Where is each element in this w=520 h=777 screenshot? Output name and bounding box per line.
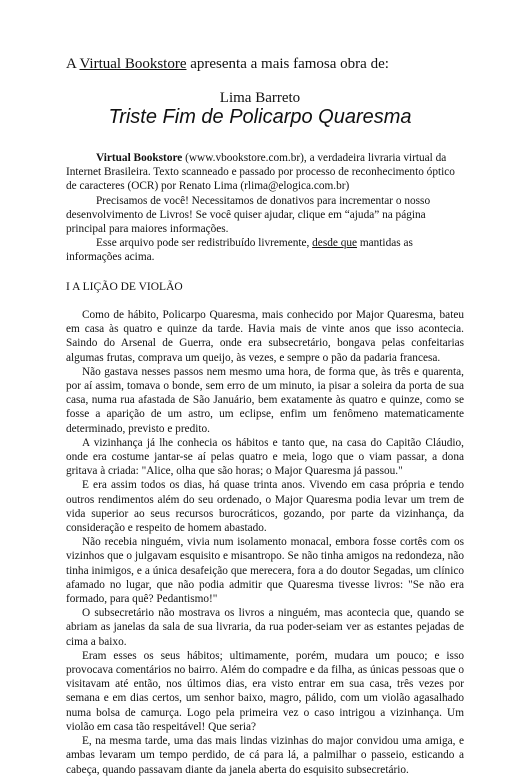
book-title: Triste Fim de Policarpo Quaresma: [108, 106, 412, 128]
chapter-heading: I A LIÇÃO DE VIOLÃO: [66, 281, 183, 293]
body-paragraph: Não recebia ninguém, vivia num isolamento monacal, embora fosse cortês com os vizinhos que o julgavam esquisito e misantropo. Se não tinha amigos na redondeza, não tinha inimigos, e a única desafeição que merecera, fora a do doutor Segadas, um clínico afamado no lugar, que não podia admitir que Quaresma tivesse livros: "Se não era formado, para quê? Pedantismo!": [66, 536, 464, 606]
credits-text-1: (www.vbookstore.com.br), a verdadeira livraria virtual da Internet Brasileira. Texto scanneado e passado por processo de reconhecimento óptico de caracteres (OCR) por Renato Lima (rlima@elogica.com.br): [66, 152, 455, 193]
bookstore-name: Virtual Bookstore: [96, 152, 183, 164]
credits-text-3a: Esse arquivo pode ser redistribuído livremente,: [96, 237, 313, 250]
chapter-body: [66, 308, 464, 777]
credits-paragraph-2: Precisamos de você! Necessitamos de donativos para incrementar o nosso desenvolvimento de Livros! Se você quiser ajudar, clique em “ajuda” na página principal para maiores informações.: [66, 194, 431, 236]
body-paragraph: A vizinhança já lhe conhecia os hábitos e tanto que, na casa do Capitão Cláudio, onde era costume jantar-se aí pelas quatro e meia, logo que o viam passar, a dona gritava à criada: "Alice, olha que são horas; o Major Quaresma já passou.": [66, 436, 464, 478]
body-paragraph: E era assim todos os dias, há quase trinta anos. Vivendo em casa própria e tendo outros rendimentos além do seu ordenado, o Major Quaresma podia levar um trem de vida superior ao seus recursos burocráticos, gozando, por parte da vizinhança, da consideração e respeito de homem abastado.: [66, 479, 464, 535]
body-paragraph: O subsecretário não mostrava os livros a ninguém, mas acontecia que, quando se abriam as janelas da sala de sua livraria, da rua poder-seiam ver as estantes pejadas de cima a baixo.: [66, 607, 464, 648]
body-paragraph: Não gastava nesses passos nem mesmo uma hora, de forma que, às três e quarenta, por aí assim, tomava o bonde, sem erro de um minuto, ia pisar a soleira da porta de sua casa, numa rua afastada de São Januário, bem exatamente às quatro e quinze, como se fosse a aparição de um astro, um eclipse, enfim um fenômeno matematicamente determinado, previsto e predito.: [66, 365, 464, 435]
credits-paragraph-3: [66, 236, 464, 264]
intro-line: [66, 56, 389, 73]
intro-prefix: A: [66, 56, 80, 72]
author-name: Lima Barreto: [219, 90, 301, 106]
desde-que-link[interactable]: desde que: [312, 237, 358, 250]
intro-suffix: apresenta a mais famosa obra de:: [186, 56, 389, 72]
body-paragraph: Como de hábito, Policarpo Quaresma, mais conhecido por Major Quaresma, bateu em casa às quatro e quinze da tarde. Havia mais de vinte anos que isso acontecia. Saindo do Arsenal de Guerra, onde era subsecretário, bongava pelas confeitarias algumas frutas, comprava um queijo, às vezes, e sempre o pão da padaria francesa.: [66, 309, 464, 364]
body-paragraph: Eram esses os seus hábitos; ultimamente, porém, mudara um pouco; e isso provocava comentários no bairro. Além do compadre e da filha, as únicas pessoas que o visitavam até então, nos últimos dias, era visto entrar em sua casa, três vezes por semana e em dias certos, um senhor baixo, magro, pálido, com um violão agasalhado numa bolsa de camurça. Logo pela primeira vez o caso intrigou a vizinhança. Um violão em casa tão respeitável! Que seria?: [66, 649, 464, 733]
credits-paragraph-1: [66, 151, 464, 194]
credits-block: [66, 151, 464, 265]
virtual-bookstore-link[interactable]: Virtual Bookstore: [79, 56, 187, 72]
body-paragraph: E, na mesma tarde, uma das mais lindas vizinhas do major convidou uma amiga, e ambas levaram um tempo perdido, de cá para lá, a palmilhar o passeio, esticando a cabeça, quando passavam diante da janela aberta do esquisito subsecretário.: [66, 735, 464, 776]
credits-text-3b: mantidas as informações acima.: [66, 237, 413, 264]
